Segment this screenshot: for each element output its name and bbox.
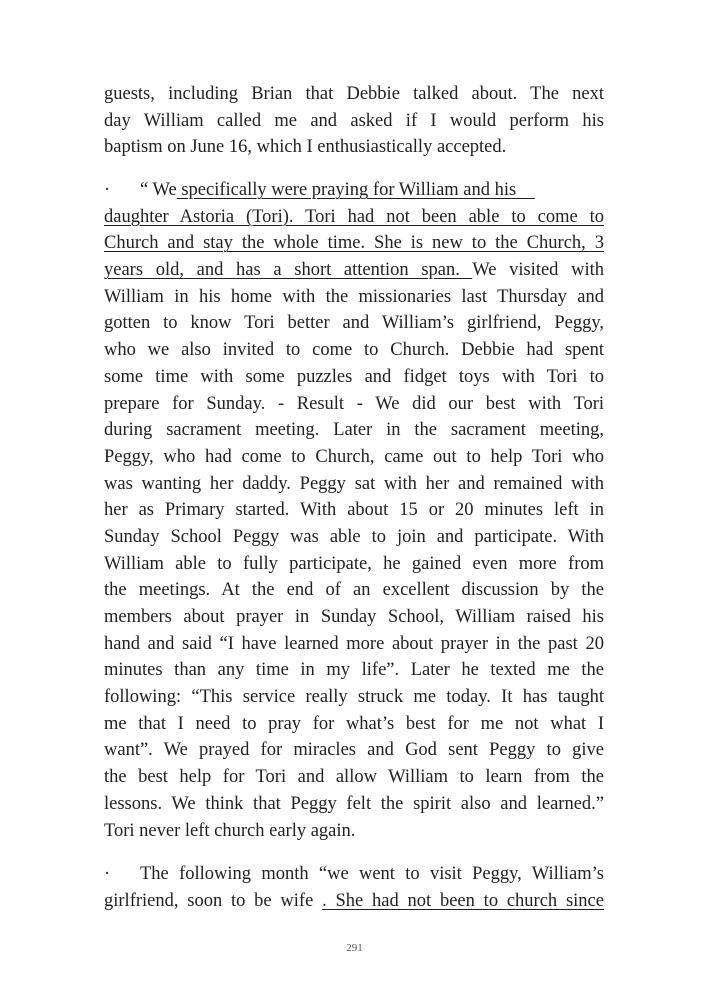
text-line: the meetings. At the end of an excellent discussion by the <box>104 580 604 601</box>
text-line: during sacrament meeting. Later in the sacrament meeting, <box>104 420 604 441</box>
page-number: 291 <box>346 942 363 954</box>
paragraph-3 <box>104 861 604 914</box>
quote-start: “ We <box>140 180 177 200</box>
text-line: prepare for Sunday. - Result - We did our best with Tori <box>104 393 604 414</box>
text-line <box>104 177 604 204</box>
underlined-line: Church and stay the whole time. She is new to the Church, 3 <box>104 233 604 254</box>
plain-text: The following month “we went to visit Peggy, William’s <box>140 864 604 884</box>
text-line: her as Primary started. With about 15 or 20 minutes left in <box>104 500 604 521</box>
text-line: some time with some puzzles and fidget toys with Tori to <box>104 366 604 387</box>
text-line: want”. We prayed for miracles and God sent Peggy to give <box>104 740 604 761</box>
text-line: hand and said “I have learned more about prayer in the past 20 <box>104 633 604 654</box>
plain-text: girlfriend, soon to be wife <box>104 890 323 911</box>
text-line <box>104 257 604 284</box>
bullet-marker: · <box>104 864 111 884</box>
text-line: lessons. We think that Peggy felt the spirit also and learned.” <box>104 793 604 814</box>
paragraph-2 <box>104 177 604 844</box>
underlined-line: daughter Astoria (Tori). Tori had not been able to come to <box>104 206 604 227</box>
underlined-text: years old, and has a short attention span. <box>104 260 473 281</box>
text-line: was wanting her daddy. Peggy sat with her and remained with <box>104 473 604 494</box>
text-line: following: “This service really struck me today. It has taught <box>104 687 604 708</box>
bullet-marker: · <box>104 180 111 200</box>
text-line: Peggy, who had come to Church, came out to help Tori who <box>104 446 604 467</box>
text-line: William in his home with the missionaries last Thursday and <box>104 286 604 307</box>
text-line: gotten to know Tori better and William’s girlfriend, Peggy, <box>104 313 604 334</box>
underlined-text: . She had not been to church since <box>322 890 604 911</box>
text-line: Sunday School Peggy was able to join and participate. With <box>104 526 604 547</box>
text-line <box>104 861 604 888</box>
text-line: members about prayer in Sunday School, William raised his <box>104 607 604 627</box>
text-line <box>104 888 604 915</box>
text-line: Tori never left church early again. <box>104 820 356 841</box>
text-line: guests, including Brian that Debbie talked about. The next <box>104 84 604 104</box>
text-line: who we also invited to come to Church. Debbie had spent <box>104 340 604 361</box>
text-line: the best help for Tori and allow William to learn from the <box>104 767 604 788</box>
paragraph-1 <box>104 81 604 161</box>
plain-text: We visited with <box>472 260 604 281</box>
text-line: me that I need to pray for what’s best for me not what I <box>104 713 604 734</box>
text-line: minutes than any time in my life”. Later he texted me the <box>104 660 604 681</box>
text-line: day William called me and asked if I would perform his <box>104 110 604 131</box>
underlined-text: specifically were praying for William and his <box>176 180 535 200</box>
text-line: baptism on June 16, which I enthusiastically accepted. <box>104 137 507 158</box>
text-line: William able to fully participate, he gained even more from <box>104 553 604 574</box>
